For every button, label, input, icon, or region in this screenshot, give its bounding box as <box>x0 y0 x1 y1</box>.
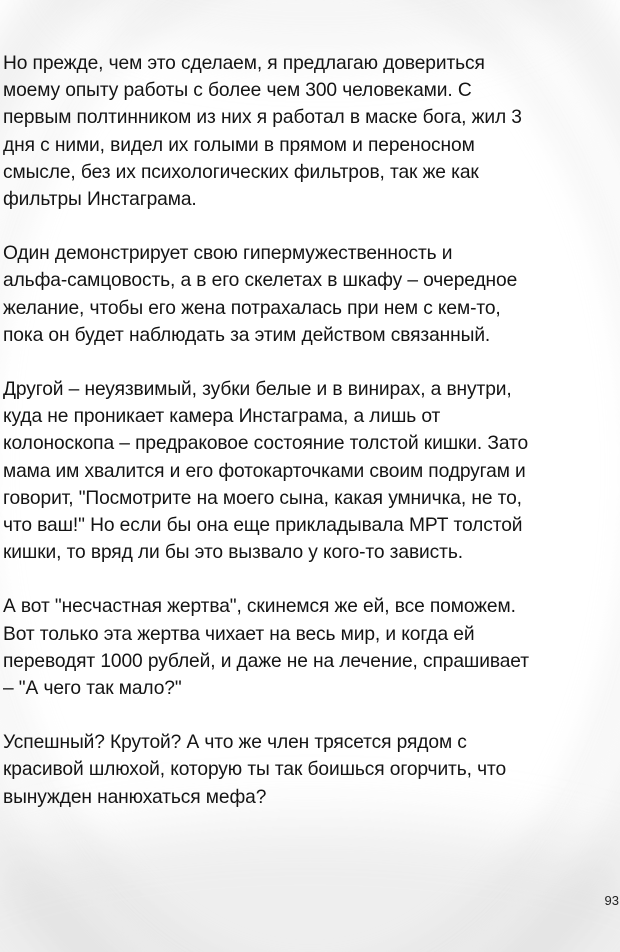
page-text <box>3 50 613 838</box>
text-line: А вот "несчастная жертва", скинемся же ей, все поможем. <box>3 596 516 618</box>
text-line: дня с ними, видел их голыми в прямом и переносном <box>3 134 475 156</box>
text-line: желание, чтобы его жена потрахалась при нем с кем-то, <box>3 297 501 319</box>
paragraph <box>3 729 613 811</box>
paragraph <box>3 376 613 566</box>
paragraph <box>3 593 613 702</box>
text-line: Другой – неуязвимый, зубки белые и в винирах, а внутри, <box>3 379 512 401</box>
background-watermark-bottom <box>0 820 620 952</box>
text-line: моему опыту работы с более чем 300 человеками. С <box>3 80 472 102</box>
text-line: вынужден нанюхаться мефа? <box>3 786 267 808</box>
text-line: альфа-самцовость, а в его скелетах в шкафу – очередное <box>3 270 518 292</box>
text-line: Один демонстрирует свою гипермужественность и <box>3 243 453 265</box>
text-line: Успешный? Крутой? А что же член трясется рядом с <box>3 732 467 754</box>
text-line: первым полтинником из них я работал в маске бога, жил 3 <box>3 107 522 129</box>
text-line: красивой шлюхой, которую ты так боишься огорчить, что <box>3 759 507 781</box>
text-line: Вот только эта жертва чихает на весь мир, и когда ей <box>3 623 475 645</box>
text-line: кишки, то вряд ли бы это вызвало у кого-то зависть. <box>3 542 463 564</box>
text-line: колоноскопа – предраковое состояние толстой кишки. Зато <box>3 433 529 455</box>
text-line: куда не проникает камера Инстаграма, а лишь от <box>3 406 441 428</box>
text-line: Но прежде, чем это сделаем, я предлагаю довериться <box>3 53 485 74</box>
page-number: 93 <box>604 893 619 908</box>
text-line: мама им хвалится и его фотокарточками своим подругам и <box>3 460 526 482</box>
text-line: – "А чего так мало?" <box>3 678 182 700</box>
text-line: фильтры Инстаграма. <box>3 189 197 211</box>
text-line: смысле, без их психологических фильтров, так же как <box>3 161 479 183</box>
paragraph <box>3 240 613 349</box>
text-line: пока он будет наблюдать за этим действом связанный. <box>3 324 491 346</box>
text-line: что ваш!" Но если бы она еще прикладывала МРТ толстой <box>3 515 523 537</box>
paragraph <box>3 50 613 213</box>
text-line: переводят 1000 рублей, и даже не на лечение, спрашивает <box>3 650 529 672</box>
text-line: говорит, "Посмотрите на моего сына, какая умничка, не то, <box>3 487 522 509</box>
